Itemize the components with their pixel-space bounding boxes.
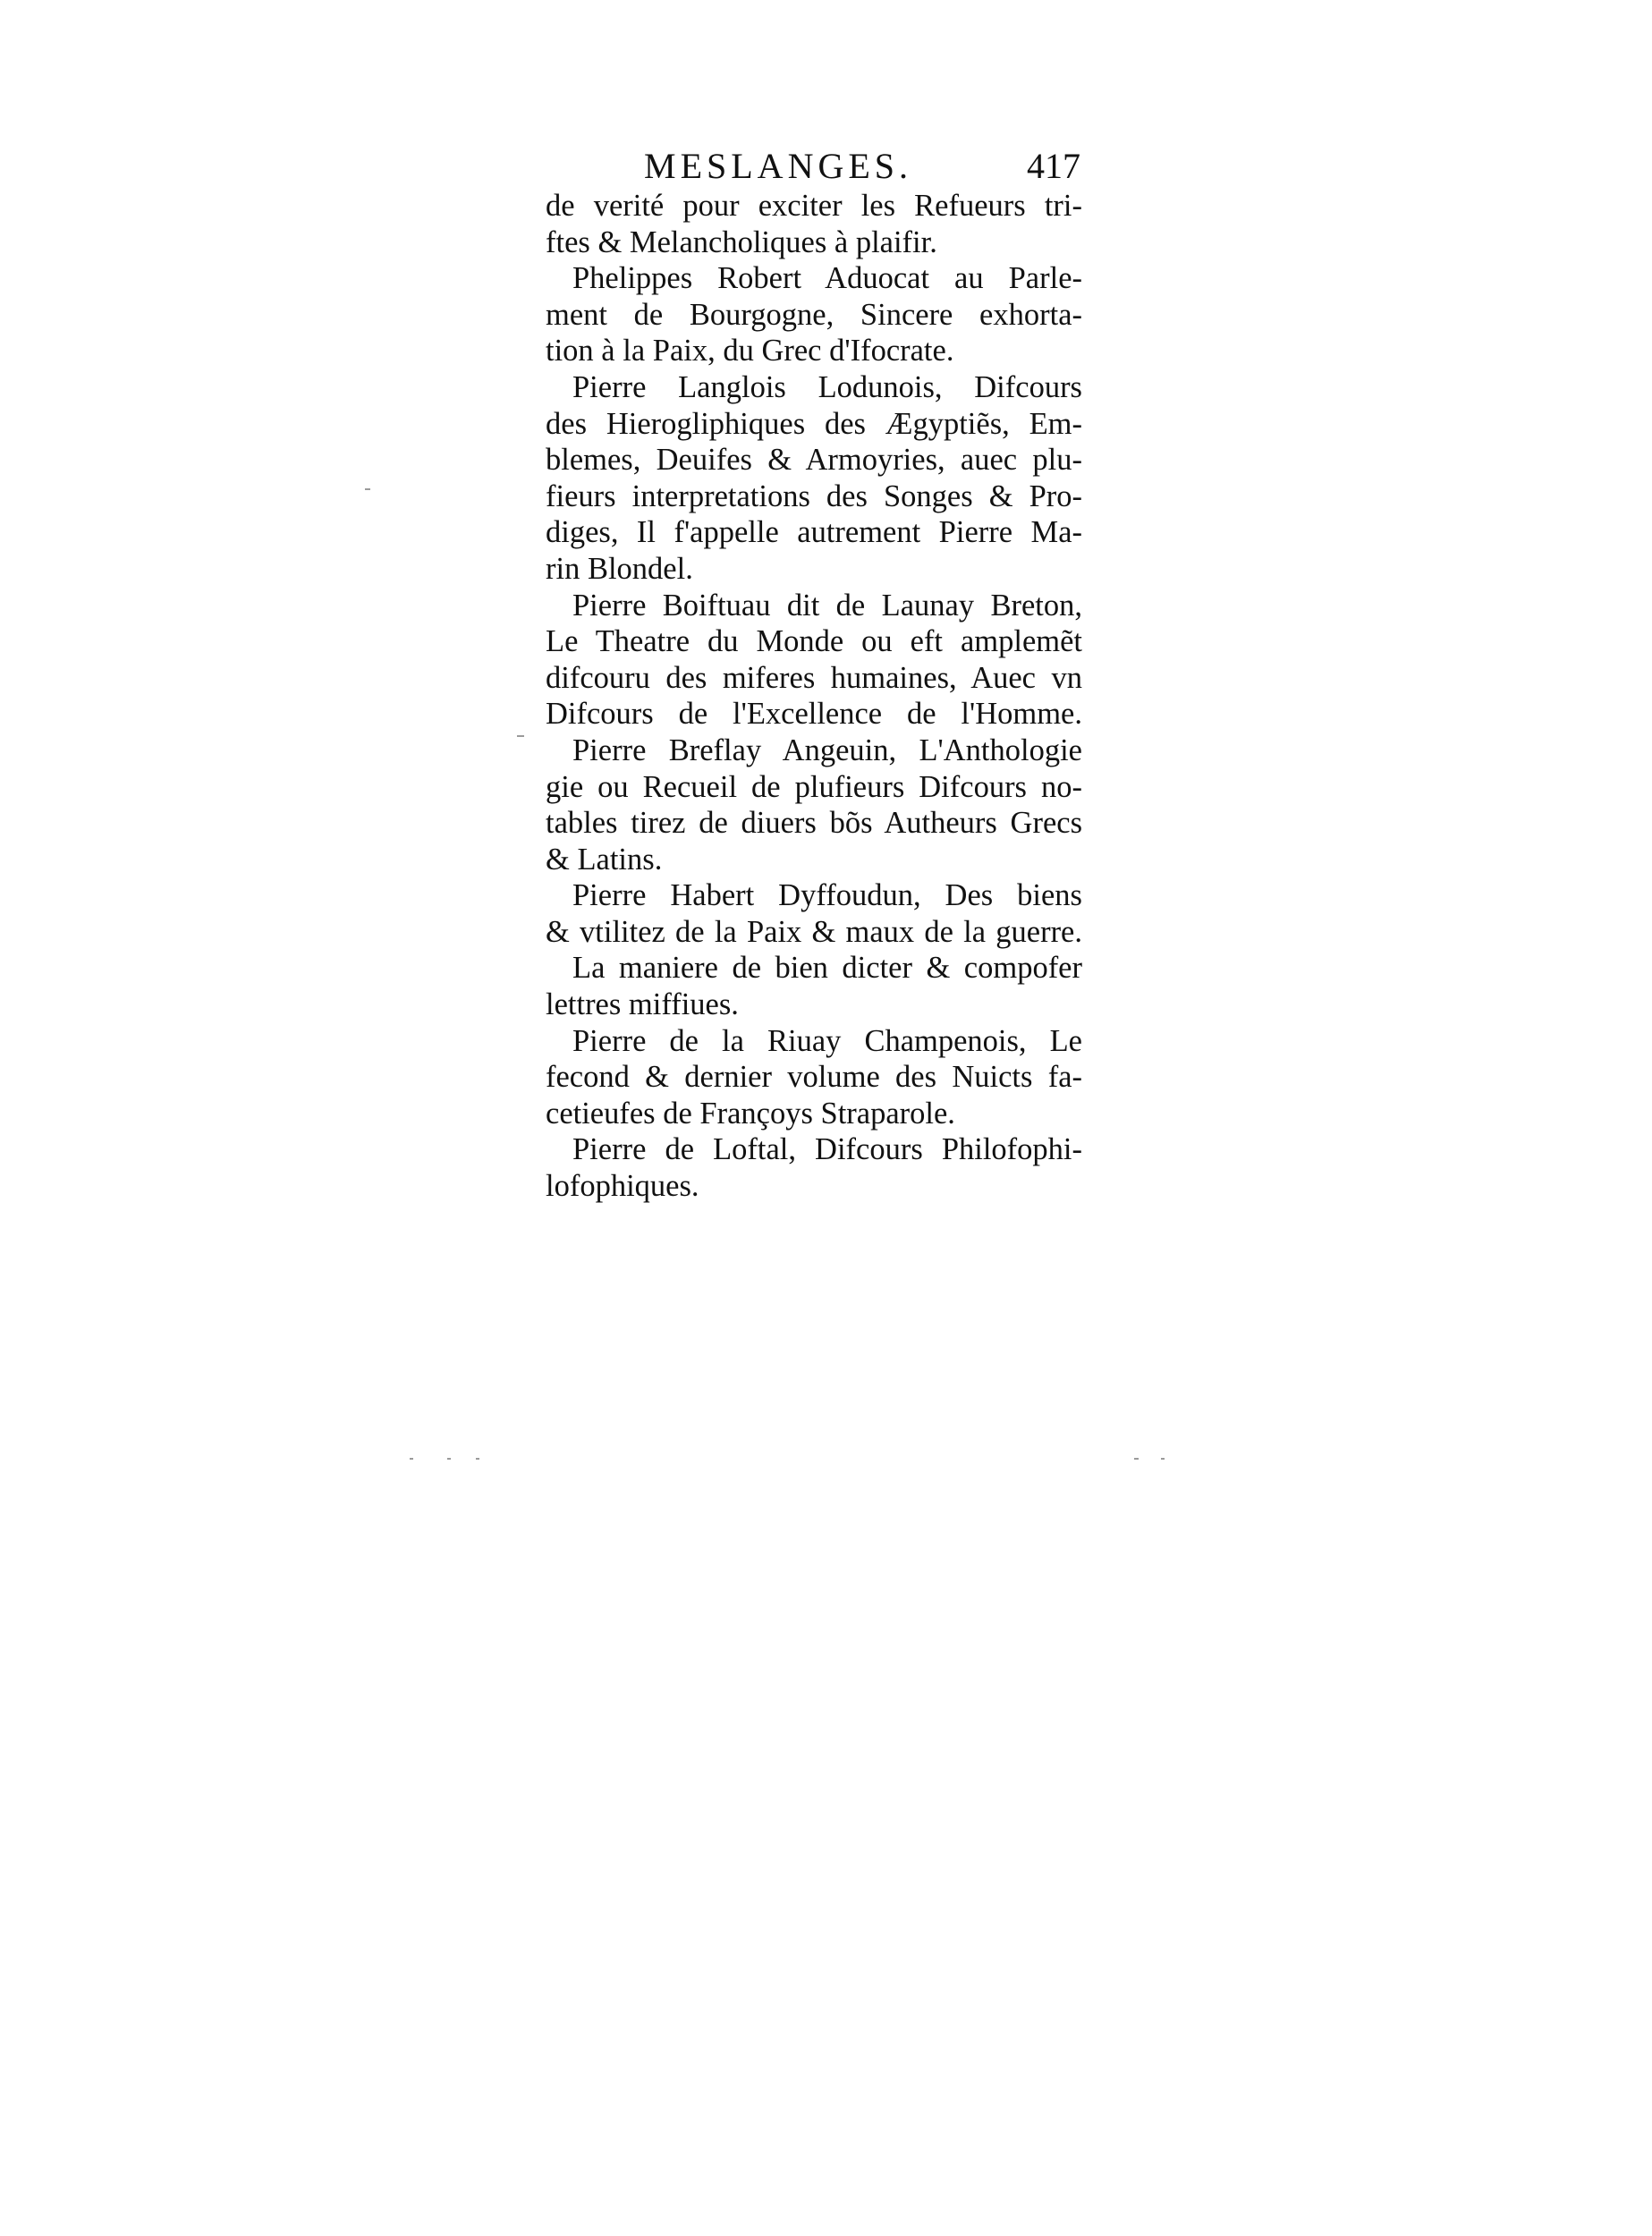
text-line: fecond & dernier volume des Nuicts fa- [546, 1060, 1082, 1095]
text-line: Le Theatre du Monde ou eft amplemẽt [546, 624, 1082, 659]
scan-speck [1161, 1458, 1165, 1460]
text-line: lofophiques. [546, 1169, 699, 1204]
text-line: lettres miffiues. [546, 987, 739, 1022]
text-line: & Latins. [546, 842, 663, 877]
text-line: Pierre Langlois Lodunois, Difcours [572, 369, 1082, 404]
scan-speck [476, 1458, 479, 1460]
scan-speck [447, 1458, 451, 1460]
text-line: cetieufes de Françoys Straparole. [546, 1096, 955, 1131]
text-line: Pierre Habert Dyffoudun, Des biens [572, 878, 1082, 913]
running-title: MESLANGES. [644, 146, 913, 186]
text-line: fieurs interpretations des Songes & Pro- [546, 479, 1082, 513]
text-line: Phelippes Robert Aduocat au Parle- [572, 261, 1082, 296]
text-line: La maniere de bien dicter & compofer [572, 951, 1082, 986]
text-line: tion à la Paix, du Grec d'Ifocrate. [546, 334, 954, 368]
text-line: ftes & Melancholiques à plaifir. [546, 224, 937, 259]
page-number: 417 [1027, 146, 1080, 186]
text-block [546, 188, 1082, 1205]
text-line: blemes, Deuifes & Armoyries, auec plu- [546, 443, 1082, 478]
text-line: tables tirez de diuers bõs Autheurs Grecs [546, 806, 1082, 841]
text-line: rin Blondel. [546, 551, 693, 586]
scan-speck [365, 488, 370, 490]
scan-speck [517, 735, 524, 737]
text-line: de verité pour exciter les Refueurs tri- [546, 189, 1082, 223]
text-line: Pierre Boiftuau dit de Launay Breton, [572, 588, 1082, 623]
text-line: Difcours de l'Excellence de l'Homme. [546, 697, 1082, 732]
text-line: des Hierogliphiques des Ægyptiẽs, Em- [546, 406, 1082, 441]
text-line: Pierre Breflay Angeuin, L'Anthologie [572, 733, 1082, 767]
scan-speck [1134, 1458, 1139, 1460]
text-line: Pierre de Loftal, Difcours Philofophi- [572, 1132, 1082, 1167]
scan-speck [410, 1458, 413, 1460]
text-line: diges, Il f'appelle autrement Pierre Ma- [546, 515, 1082, 550]
text-line: gie ou Recueil de plufieurs Difcours no- [546, 769, 1082, 804]
page-header [639, 143, 1122, 190]
text-line: ment de Bourgogne, Sincere exhorta- [546, 297, 1082, 332]
text-line: & vtilitez de la Paix & maux de la guerre. [546, 914, 1082, 949]
text-line: Pierre de la Riuay Champenois, Le [572, 1023, 1082, 1058]
text-line: difcouru des miferes humaines, Auec vn [546, 660, 1082, 695]
